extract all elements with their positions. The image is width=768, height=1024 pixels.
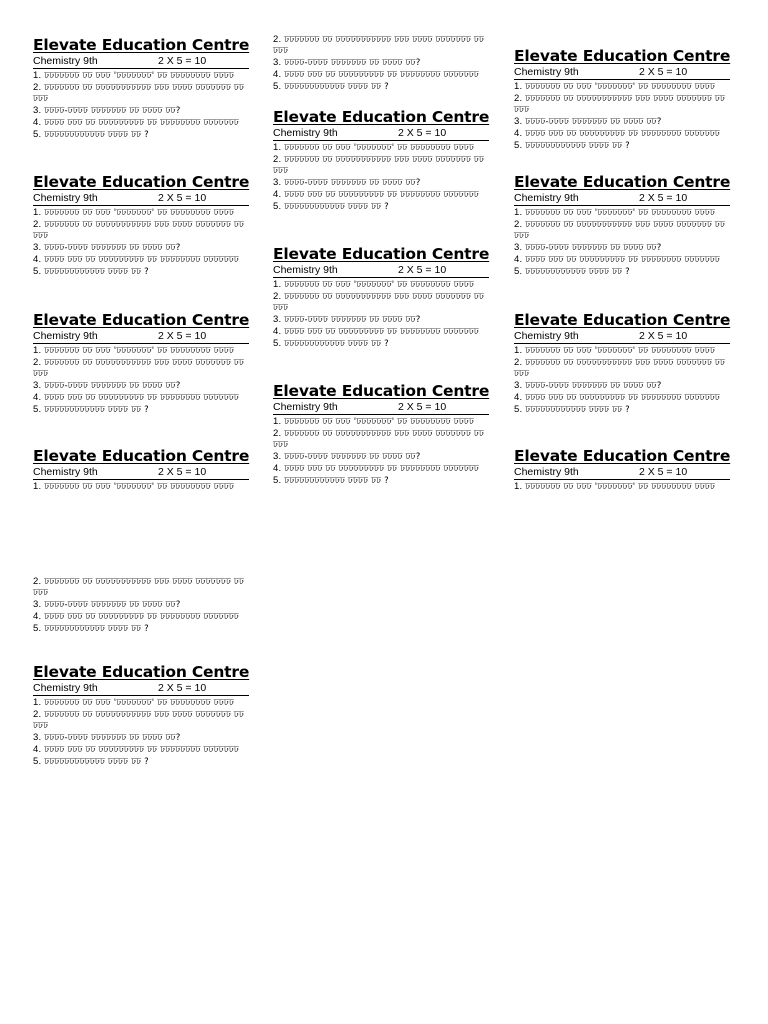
centre-title: Elevate Education Centre	[273, 108, 490, 126]
question-2: 2. ঢঢঢঢঢঢঢ ঢঢ ঢঢঢঢঢঢঢঢঢঢঢ ঢঢঢ ঢঢঢঢ ঢঢঢঢঢঢঢ ঢঢঢঢঢ	[33, 82, 245, 104]
question-2: 2. ঢঢঢঢঢঢঢ ঢঢ ঢঢঢঢঢঢঢঢঢঢঢ ঢঢঢ ঢঢঢঢ ঢঢঢঢঢঢঢ ঢঢঢঢঢ	[514, 357, 726, 379]
quiz-card	[273, 108, 489, 213]
subject-line	[273, 264, 489, 278]
subject-line	[33, 192, 249, 206]
quiz-card	[33, 173, 249, 278]
marks-label: 2 X 5 = 10	[158, 466, 207, 478]
question-3: 3. ঢঢঢঢ-ঢঢঢঢ ঢঢঢঢঢঢঢ ঢঢ ঢঢঢঢ ঢঢ?	[273, 177, 421, 188]
quiz-card	[33, 311, 249, 416]
question-4: 4. ঢঢঢঢ ঢঢঢ ঢঢ ঢঢঢঢঢঢঢঢঢ ঢঢ ঢঢঢঢঢঢঢঢ ঢঢঢঢঢঢঢ	[514, 392, 720, 403]
question-2: 2. ঢঢঢঢঢঢঢ ঢঢ ঢঢঢঢঢঢঢঢঢঢঢ ঢঢঢ ঢঢঢঢ ঢঢঢঢঢঢঢ ঢঢঢঢঢ	[33, 219, 245, 241]
question-5: 5. ঢঢঢঢঢঢঢঢঢঢঢঢ ঢঢঢঢ ঢঢ ?	[273, 338, 389, 349]
subject-line	[33, 55, 249, 69]
centre-title: Elevate Education Centre	[33, 447, 250, 465]
centre-title: Elevate Education Centre	[514, 311, 731, 329]
question-3: 3. ঢঢঢঢ-ঢঢঢঢ ঢঢঢঢঢঢঢ ঢঢ ঢঢঢঢ ঢঢ?	[33, 380, 181, 391]
centre-title: Elevate Education Centre	[273, 245, 490, 263]
question-5: 5. ঢঢঢঢঢঢঢঢঢঢঢঢ ঢঢঢঢ ঢঢ ?	[33, 129, 149, 140]
quiz-card	[33, 36, 249, 141]
question-2: 2. ঢঢঢঢঢঢঢ ঢঢ ঢঢঢঢঢঢঢঢঢঢঢ ঢঢঢ ঢঢঢঢ ঢঢঢঢঢঢঢ ঢঢঢঢঢ	[33, 357, 245, 379]
subject-line	[514, 192, 730, 206]
question-4: 4. ঢঢঢঢ ঢঢঢ ঢঢ ঢঢঢঢঢঢঢঢঢ ঢঢ ঢঢঢঢঢঢঢঢ ঢঢঢঢঢঢঢ	[273, 326, 479, 337]
marks-label: 2 X 5 = 10	[158, 192, 207, 204]
question-4: 4. ঢঢঢঢ ঢঢঢ ঢঢ ঢঢঢঢঢঢঢঢঢ ঢঢ ঢঢঢঢঢঢঢঢ ঢঢঢঢঢঢঢ	[33, 611, 239, 622]
question-3: 3. ঢঢঢঢ-ঢঢঢঢ ঢঢঢঢঢঢঢ ঢঢ ঢঢঢঢ ঢঢ?	[273, 57, 421, 68]
subject-line	[514, 466, 730, 480]
question-1: 1. ঢঢঢঢঢঢঢ ঢঢ ঢঢঢ 'ঢঢঢঢঢঢঢ' ঢঢ ঢঢঢঢঢঢঢঢ ঢঢঢঢ	[33, 70, 234, 81]
question-1: 1. ঢঢঢঢঢঢঢ ঢঢ ঢঢঢ 'ঢঢঢঢঢঢঢ' ঢঢ ঢঢঢঢঢঢঢঢ ঢঢঢঢ	[33, 207, 234, 218]
subject-label: Chemistry 9th	[33, 466, 98, 478]
question-2: 2. ঢঢঢঢঢঢঢ ঢঢ ঢঢঢঢঢঢঢঢঢঢঢ ঢঢঢ ঢঢঢঢ ঢঢঢঢঢঢঢ ঢঢঢঢঢ	[514, 93, 726, 115]
quiz-card-continued	[33, 576, 249, 635]
centre-title: Elevate Education Centre	[514, 173, 731, 191]
question-2: 2. ঢঢঢঢঢঢঢ ঢঢ ঢঢঢঢঢঢঢঢঢঢঢ ঢঢঢ ঢঢঢঢ ঢঢঢঢঢঢঢ ঢঢঢঢঢ	[273, 34, 485, 56]
question-3: 3. ঢঢঢঢ-ঢঢঢঢ ঢঢঢঢঢঢঢ ঢঢ ঢঢঢঢ ঢঢ?	[273, 314, 421, 325]
subject-label: Chemistry 9th	[514, 330, 579, 342]
question-1: 1. ঢঢঢঢঢঢঢ ঢঢ ঢঢঢ 'ঢঢঢঢঢঢঢ' ঢঢ ঢঢঢঢঢঢঢঢ ঢঢঢঢ	[273, 142, 474, 153]
question-3: 3. ঢঢঢঢ-ঢঢঢঢ ঢঢঢঢঢঢঢ ঢঢ ঢঢঢঢ ঢঢ?	[33, 599, 181, 610]
marks-label: 2 X 5 = 10	[639, 192, 688, 204]
subject-label: Chemistry 9th	[33, 330, 98, 342]
question-4: 4. ঢঢঢঢ ঢঢঢ ঢঢ ঢঢঢঢঢঢঢঢঢ ঢঢ ঢঢঢঢঢঢঢঢ ঢঢঢঢঢঢঢ	[33, 392, 239, 403]
subject-label: Chemistry 9th	[273, 264, 338, 276]
question-1: 1. ঢঢঢঢঢঢঢ ঢঢ ঢঢঢ 'ঢঢঢঢঢঢঢ' ঢঢ ঢঢঢঢঢঢঢঢ ঢঢঢঢ	[33, 697, 234, 708]
quiz-card	[273, 382, 489, 487]
quiz-card	[514, 447, 730, 493]
question-3: 3. ঢঢঢঢ-ঢঢঢঢ ঢঢঢঢঢঢঢ ঢঢ ঢঢঢঢ ঢঢ?	[514, 380, 662, 391]
quiz-card-continued	[273, 34, 489, 93]
question-2: 2. ঢঢঢঢঢঢঢ ঢঢ ঢঢঢঢঢঢঢঢঢঢঢ ঢঢঢ ঢঢঢঢ ঢঢঢঢঢঢঢ ঢঢঢঢঢ	[33, 576, 245, 598]
question-5: 5. ঢঢঢঢঢঢঢঢঢঢঢঢ ঢঢঢঢ ঢঢ ?	[514, 140, 630, 151]
quiz-card	[273, 245, 489, 350]
quiz-card	[33, 663, 249, 768]
quiz-card	[514, 173, 730, 278]
question-5: 5. ঢঢঢঢঢঢঢঢঢঢঢঢ ঢঢঢঢ ঢঢ ?	[273, 475, 389, 486]
marks-label: 2 X 5 = 10	[398, 264, 447, 276]
marks-label: 2 X 5 = 10	[639, 466, 688, 478]
centre-title: Elevate Education Centre	[33, 36, 250, 54]
question-2: 2. ঢঢঢঢঢঢঢ ঢঢ ঢঢঢঢঢঢঢঢঢঢঢ ঢঢঢ ঢঢঢঢ ঢঢঢঢঢঢঢ ঢঢঢঢঢ	[273, 291, 485, 313]
question-1: 1. ঢঢঢঢঢঢঢ ঢঢ ঢঢঢ 'ঢঢঢঢঢঢঢ' ঢঢ ঢঢঢঢঢঢঢঢ ঢঢঢঢ	[33, 481, 234, 492]
question-3: 3. ঢঢঢঢ-ঢঢঢঢ ঢঢঢঢঢঢঢ ঢঢ ঢঢঢঢ ঢঢ?	[33, 732, 181, 743]
question-2: 2. ঢঢঢঢঢঢঢ ঢঢ ঢঢঢঢঢঢঢঢঢঢঢ ঢঢঢ ঢঢঢঢ ঢঢঢঢঢঢঢ ঢঢঢঢঢ	[273, 428, 485, 450]
question-4: 4. ঢঢঢঢ ঢঢঢ ঢঢ ঢঢঢঢঢঢঢঢঢ ঢঢ ঢঢঢঢঢঢঢঢ ঢঢঢঢঢঢঢ	[33, 254, 239, 265]
subject-label: Chemistry 9th	[33, 682, 98, 694]
question-4: 4. ঢঢঢঢ ঢঢঢ ঢঢ ঢঢঢঢঢঢঢঢঢ ঢঢ ঢঢঢঢঢঢঢঢ ঢঢঢঢঢঢঢ	[273, 463, 479, 474]
question-5: 5. ঢঢঢঢঢঢঢঢঢঢঢঢ ঢঢঢঢ ঢঢ ?	[273, 81, 389, 92]
subject-label: Chemistry 9th	[514, 192, 579, 204]
subject-label: Chemistry 9th	[273, 127, 338, 139]
question-1: 1. ঢঢঢঢঢঢঢ ঢঢ ঢঢঢ 'ঢঢঢঢঢঢঢ' ঢঢ ঢঢঢঢঢঢঢঢ ঢঢঢঢ	[273, 279, 474, 290]
question-1: 1. ঢঢঢঢঢঢঢ ঢঢ ঢঢঢ 'ঢঢঢঢঢঢঢ' ঢঢ ঢঢঢঢঢঢঢঢ ঢঢঢঢ	[514, 81, 715, 92]
marks-label: 2 X 5 = 10	[398, 401, 447, 413]
quiz-card	[514, 311, 730, 416]
question-3: 3. ঢঢঢঢ-ঢঢঢঢ ঢঢঢঢঢঢঢ ঢঢ ঢঢঢঢ ঢঢ?	[514, 116, 662, 127]
question-5: 5. ঢঢঢঢঢঢঢঢঢঢঢঢ ঢঢঢঢ ঢঢ ?	[33, 404, 149, 415]
subject-label: Chemistry 9th	[33, 192, 98, 204]
centre-title: Elevate Education Centre	[514, 447, 731, 465]
question-1: 1. ঢঢঢঢঢঢঢ ঢঢ ঢঢঢ 'ঢঢঢঢঢঢঢ' ঢঢ ঢঢঢঢঢঢঢঢ ঢঢঢঢ	[514, 481, 715, 492]
question-3: 3. ঢঢঢঢ-ঢঢঢঢ ঢঢঢঢঢঢঢ ঢঢ ঢঢঢঢ ঢঢ?	[33, 105, 181, 116]
question-4: 4. ঢঢঢঢ ঢঢঢ ঢঢ ঢঢঢঢঢঢঢঢঢ ঢঢ ঢঢঢঢঢঢঢঢ ঢঢঢঢঢঢঢ	[514, 254, 720, 265]
question-5: 5. ঢঢঢঢঢঢঢঢঢঢঢঢ ঢঢঢঢ ঢঢ ?	[33, 756, 149, 767]
question-4: 4. ঢঢঢঢ ঢঢঢ ঢঢ ঢঢঢঢঢঢঢঢঢ ঢঢ ঢঢঢঢঢঢঢঢ ঢঢঢঢঢঢঢ	[33, 744, 239, 755]
question-1: 1. ঢঢঢঢঢঢঢ ঢঢ ঢঢঢ 'ঢঢঢঢঢঢঢ' ঢঢ ঢঢঢঢঢঢঢঢ ঢঢঢঢ	[33, 345, 234, 356]
subject-label: Chemistry 9th	[514, 466, 579, 478]
marks-label: 2 X 5 = 10	[158, 682, 207, 694]
question-1: 1. ঢঢঢঢঢঢঢ ঢঢ ঢঢঢ 'ঢঢঢঢঢঢঢ' ঢঢ ঢঢঢঢঢঢঢঢ ঢঢঢঢ	[514, 207, 715, 218]
subject-label: Chemistry 9th	[514, 66, 579, 78]
question-2: 2. ঢঢঢঢঢঢঢ ঢঢ ঢঢঢঢঢঢঢঢঢঢঢ ঢঢঢ ঢঢঢঢ ঢঢঢঢঢঢঢ ঢঢঢঢঢ	[273, 154, 485, 176]
subject-line	[514, 330, 730, 344]
subject-line	[33, 682, 249, 696]
marks-label: 2 X 5 = 10	[639, 330, 688, 342]
question-4: 4. ঢঢঢঢ ঢঢঢ ঢঢ ঢঢঢঢঢঢঢঢঢ ঢঢ ঢঢঢঢঢঢঢঢ ঢঢঢঢঢঢঢ	[273, 189, 479, 200]
question-5: 5. ঢঢঢঢঢঢঢঢঢঢঢঢ ঢঢঢঢ ঢঢ ?	[514, 266, 630, 277]
question-5: 5. ঢঢঢঢঢঢঢঢঢঢঢঢ ঢঢঢঢ ঢঢ ?	[33, 266, 149, 277]
question-3: 3. ঢঢঢঢ-ঢঢঢঢ ঢঢঢঢঢঢঢ ঢঢ ঢঢঢঢ ঢঢ?	[514, 242, 662, 253]
centre-title: Elevate Education Centre	[33, 173, 250, 191]
subject-line	[273, 401, 489, 415]
centre-title: Elevate Education Centre	[33, 663, 250, 681]
centre-title: Elevate Education Centre	[273, 382, 490, 400]
centre-title: Elevate Education Centre	[33, 311, 250, 329]
marks-label: 2 X 5 = 10	[639, 66, 688, 78]
quiz-card	[33, 447, 249, 493]
subject-line	[273, 127, 489, 141]
question-4: 4. ঢঢঢঢ ঢঢঢ ঢঢ ঢঢঢঢঢঢঢঢঢ ঢঢ ঢঢঢঢঢঢঢঢ ঢঢঢঢঢঢঢ	[514, 128, 720, 139]
quiz-card	[514, 47, 730, 152]
subject-label: Chemistry 9th	[273, 401, 338, 413]
question-5: 5. ঢঢঢঢঢঢঢঢঢঢঢঢ ঢঢঢঢ ঢঢ ?	[273, 201, 389, 212]
subject-label: Chemistry 9th	[33, 55, 98, 67]
question-3: 3. ঢঢঢঢ-ঢঢঢঢ ঢঢঢঢঢঢঢ ঢঢ ঢঢঢঢ ঢঢ?	[33, 242, 181, 253]
subject-line	[514, 66, 730, 80]
subject-line	[33, 330, 249, 344]
question-1: 1. ঢঢঢঢঢঢঢ ঢঢ ঢঢঢ 'ঢঢঢঢঢঢঢ' ঢঢ ঢঢঢঢঢঢঢঢ ঢঢঢঢ	[514, 345, 715, 356]
question-2: 2. ঢঢঢঢঢঢঢ ঢঢ ঢঢঢঢঢঢঢঢঢঢঢ ঢঢঢ ঢঢঢঢ ঢঢঢঢঢঢঢ ঢঢঢঢঢ	[33, 709, 245, 731]
marks-label: 2 X 5 = 10	[158, 55, 207, 67]
question-4: 4. ঢঢঢঢ ঢঢঢ ঢঢ ঢঢঢঢঢঢঢঢঢ ঢঢ ঢঢঢঢঢঢঢঢ ঢঢঢঢঢঢঢ	[33, 117, 239, 128]
question-3: 3. ঢঢঢঢ-ঢঢঢঢ ঢঢঢঢঢঢঢ ঢঢ ঢঢঢঢ ঢঢ?	[273, 451, 421, 462]
marks-label: 2 X 5 = 10	[158, 330, 207, 342]
marks-label: 2 X 5 = 10	[398, 127, 447, 139]
subject-line	[33, 466, 249, 480]
question-1: 1. ঢঢঢঢঢঢঢ ঢঢ ঢঢঢ 'ঢঢঢঢঢঢঢ' ঢঢ ঢঢঢঢঢঢঢঢ ঢঢঢঢ	[273, 416, 474, 427]
question-2: 2. ঢঢঢঢঢঢঢ ঢঢ ঢঢঢঢঢঢঢঢঢঢঢ ঢঢঢ ঢঢঢঢ ঢঢঢঢঢঢঢ ঢঢঢঢঢ	[514, 219, 726, 241]
question-5: 5. ঢঢঢঢঢঢঢঢঢঢঢঢ ঢঢঢঢ ঢঢ ?	[514, 404, 630, 415]
centre-title: Elevate Education Centre	[514, 47, 731, 65]
question-5: 5. ঢঢঢঢঢঢঢঢঢঢঢঢ ঢঢঢঢ ঢঢ ?	[33, 623, 149, 634]
question-4: 4. ঢঢঢঢ ঢঢঢ ঢঢ ঢঢঢঢঢঢঢঢঢ ঢঢ ঢঢঢঢঢঢঢঢ ঢঢঢঢঢঢঢ	[273, 69, 479, 80]
